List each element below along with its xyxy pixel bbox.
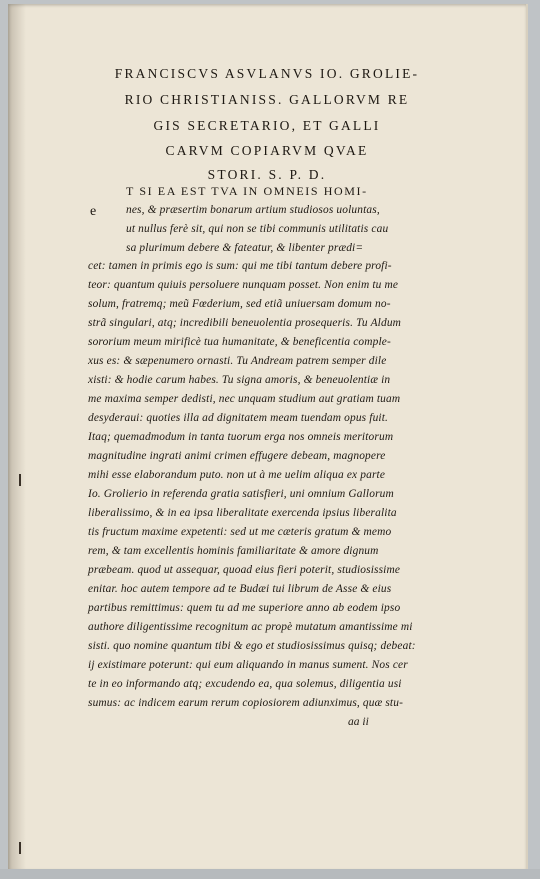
body-line: ij existimare poterunt: qui eum aliquando in manus sument. Nos cer [88,659,408,671]
drop-letter: e [90,204,97,219]
body-line: liberalissimo, & in ea ipsa liberalitate exercenda ipsius liberalita [88,507,397,519]
heading-line: GIS SECRETARIO, ET GALLI [153,118,381,133]
binding-mark [19,842,21,854]
body-line: xus es: & sæpenumero ornasti. Tu Andream patrem semper dile [88,355,387,367]
body-line: desyderaui: quoties illa ad dignitatem meam tuendam opus fuit. [88,412,389,424]
body-line: tis fructum maxime expetenti: sed ut me cæteris gratum & memo [88,526,392,538]
body-line: mihi esse elaborandum puto. non ut à me uelim aliqua ex parte [88,469,386,481]
body-line: authore diligentissime recognitum ac propè mutatum amantissime mi [88,621,413,633]
heading-line: RIO CHRISTIANISS. GALLORVM RE [124,92,410,107]
body-line: magnitudine ingrati animi crimen effugere debeam, magnopere [88,450,386,462]
body-line: T SI EA EST TVA IN OMNEIS HOMI- [126,184,368,198]
heading-line: STORI. S. P. D. [207,167,327,182]
heading-line: CARVM COPIARVM QVAE [165,143,369,158]
body-line: teor: quantum quiuis persoluere nunquam posset. Non enim tu me [88,279,399,291]
book-page [8,4,528,870]
signature-mark: aa ii [348,716,369,728]
body-line: xisti: & hodie carum habes. Tu signa amoris, & beneuolentiæ in [88,374,391,386]
body-line: me maxima semper dedisti, nec unquam studium aut gratiam tuam [88,393,401,405]
body-line: Itaq; quemadmodum in tanta tuorum erga nos omneis meritorum [88,431,394,443]
body-line: nes, & præsertim bonarum artium studiosos uoluntas, [126,204,380,216]
body-line: strã singulari, atq; incredibili beneuolentia prosequeris. Tu Aldum [88,317,402,329]
body-line: sa plurimum debere & fateatur, & libenter prædi= [126,242,364,254]
body-line: sororium meum mirificè tua humanitate, & beneficentia comple- [88,336,391,348]
body-line: partibus remittimus: quem tu ad me superiore anno ab eodem ipso [88,602,401,614]
body-line: te in eo informando atq; excudendo ea, qua solemus, diligentia usi [88,678,402,690]
body-line: solum, fratremq; meũ Fœderium, sed etiã uniuersam domum no- [88,298,391,310]
body-line: sumus: ac indicem earum rerum copiosiorem adiunximus, quæ stu- [88,697,404,709]
binding-mark [19,474,21,486]
body-line: præbeam. quod ut assequar, quoad eius fieri poterit, studiosissime [88,564,401,576]
body-line: ut nullus ferè sit, qui non se tibi communis utilitatis cau [126,223,389,235]
body-line: cet: tamen in primis ego is sum: qui me tibi tantum debere profi- [88,260,392,272]
scan-border [0,869,540,879]
body-line: enitar. hoc autem tempore ad te Budæi tui librum de Asse & eius [88,583,392,595]
body-line: sisti. quo nomine quantum tibi & ego et studiosissimus quisq; debeat: [88,640,416,652]
body-line: rem, & tam excellentis hominis familiaritate & amore dignum [88,545,379,557]
heading-line: FRANCISCVS ASVLANVS IO. GROLIE- [114,66,420,81]
body-line: Io. Grolierio in referenda gratia satisfieri, uni omnium Gallorum [88,488,394,500]
